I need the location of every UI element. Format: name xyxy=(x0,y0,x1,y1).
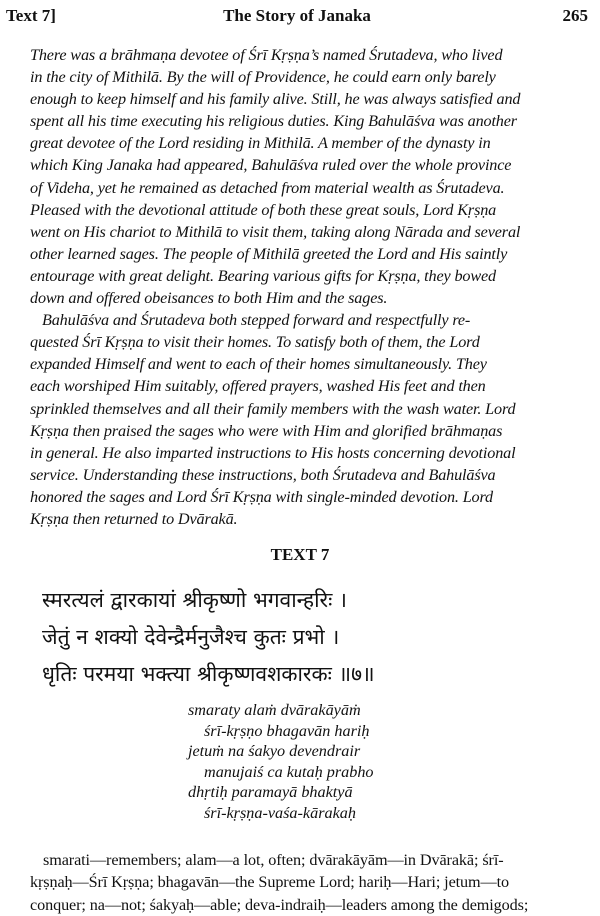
purport-line: quested Śrī Kṛṣṇa to visit their homes. To satisfy both of them, the Lord xyxy=(30,333,480,352)
purport-line: which King Janaka had appeared, Bahulāśva ruled over the whole province xyxy=(30,156,512,175)
purport-line: went on His chariot to Mithilā to visit them, taking along Nārada and several xyxy=(30,222,521,241)
purport-line: each worshiped Him suitably, offered prayers, washed His feet and then xyxy=(30,377,486,396)
purport-line: great devotee of the Lord residing in Mithilā. A member of the dynasty in xyxy=(30,134,491,153)
purport-paragraph-2 xyxy=(30,309,600,530)
page-number: 265 xyxy=(562,6,588,25)
purport-line: service. Understanding these instructions, both Śrutadeva and Bahulāśva xyxy=(30,465,496,484)
purport-line: honored the sages and Lord Śrī Kṛṣṇa with single-minded devotion. Lord xyxy=(30,487,493,506)
purport-line: of Videha, yet he remained as detached from material wealth as Śrutadeva. xyxy=(30,178,505,197)
sanskrit-verse xyxy=(42,582,582,693)
purport-line: expanded Himself and went to each of their homes simultaneously. They xyxy=(30,355,487,374)
sanskrit-line: स्मरत्यलं द्वारकायां श्रीकृष्णो भगवान्हरिः । xyxy=(42,588,347,612)
transliteration xyxy=(188,700,374,824)
sanskrit-line: जेतुं न शक्यो देवेन्द्रैर्मनुजैश्च कुतः प्रभो । xyxy=(42,625,340,649)
purport-line: in the city of Mithilā. By the will of Providence, he could earn only barely xyxy=(30,68,496,87)
chapter-title: The Story of Janaka xyxy=(223,6,371,25)
sanskrit-line: धृतिः परमया भक्त्या श्रीकृष्णवशकारकः ॥७॥ xyxy=(42,662,375,686)
transliteration-line: smaraty alaṁ dvārakāyāṁ xyxy=(188,701,361,719)
chapter-verse-ref: Text 7] xyxy=(6,6,56,25)
transliteration-line: jetuṁ na śakyo devendrair xyxy=(188,742,361,761)
purport-line: Kṛṣṇa then returned to Dvārakā. xyxy=(30,509,238,528)
purport-line: sprinkled themselves and all their family members with the wash water. Lord xyxy=(30,399,516,418)
purport-text xyxy=(30,44,600,530)
transliteration-line: dhṛtiḥ paramayā bhaktyā xyxy=(188,783,353,802)
purport-line: entourage with great delight. Bearing various gifts for Kṛṣṇa, they bowed xyxy=(30,266,496,285)
transliteration-line: śrī-kṛṣṇa-vaśa-kārakaḥ xyxy=(204,803,356,822)
synonyms-line: smarati—remembers; alam—a lot, often; dvārakāyām—in Dvārakā; śrī- xyxy=(43,851,504,869)
word-synonyms xyxy=(30,849,598,916)
purport-line: down and offered obeisances to both Him and the sages. xyxy=(30,289,388,308)
purport-line: Bahulāśva and Śrutadeva both stepped forward and respectfully re- xyxy=(42,311,471,330)
purport-line: spent all his time executing his religious duties. King Bahulāśva was another xyxy=(30,112,517,131)
purport-paragraph-1 xyxy=(30,44,600,309)
synonyms-line: conquer; na—not; śakyaḥ—able; deva-indraiḥ—leaders among the demigods; xyxy=(30,895,529,914)
purport-line: other learned sages. The people of Mithilā greeted the Lord and His saintly xyxy=(30,244,508,263)
purport-line: There was a brāhmaṇa devotee of Śrī Kṛṣṇa’s named Śrutadeva, who lived xyxy=(30,46,503,64)
transliteration-line: śrī-kṛṣṇo bhagavān hariḥ xyxy=(204,721,370,740)
running-head xyxy=(6,6,588,28)
purport-line: enough to keep himself and his family alive. Still, he was always satisfied and xyxy=(30,90,521,109)
synonyms-line: kṛṣṇaḥ—Śrī Kṛṣṇa; bhagavān—the Supreme Lord; hariḥ—Hari; jetum—to xyxy=(30,873,510,892)
purport-line: Pleased with the devotional attitude of both these great souls, Lord Kṛṣṇa xyxy=(30,200,497,219)
purport-line: Kṛṣṇa then praised the sages who were with Him and glorified brāhmaṇas xyxy=(30,421,503,440)
verse-heading: TEXT 7 xyxy=(270,545,330,564)
purport-line: in general. He also imparted instructions to His hosts concerning devotional xyxy=(30,443,516,462)
transliteration-line: manujaiś ca kutaḥ prabho xyxy=(204,762,374,781)
